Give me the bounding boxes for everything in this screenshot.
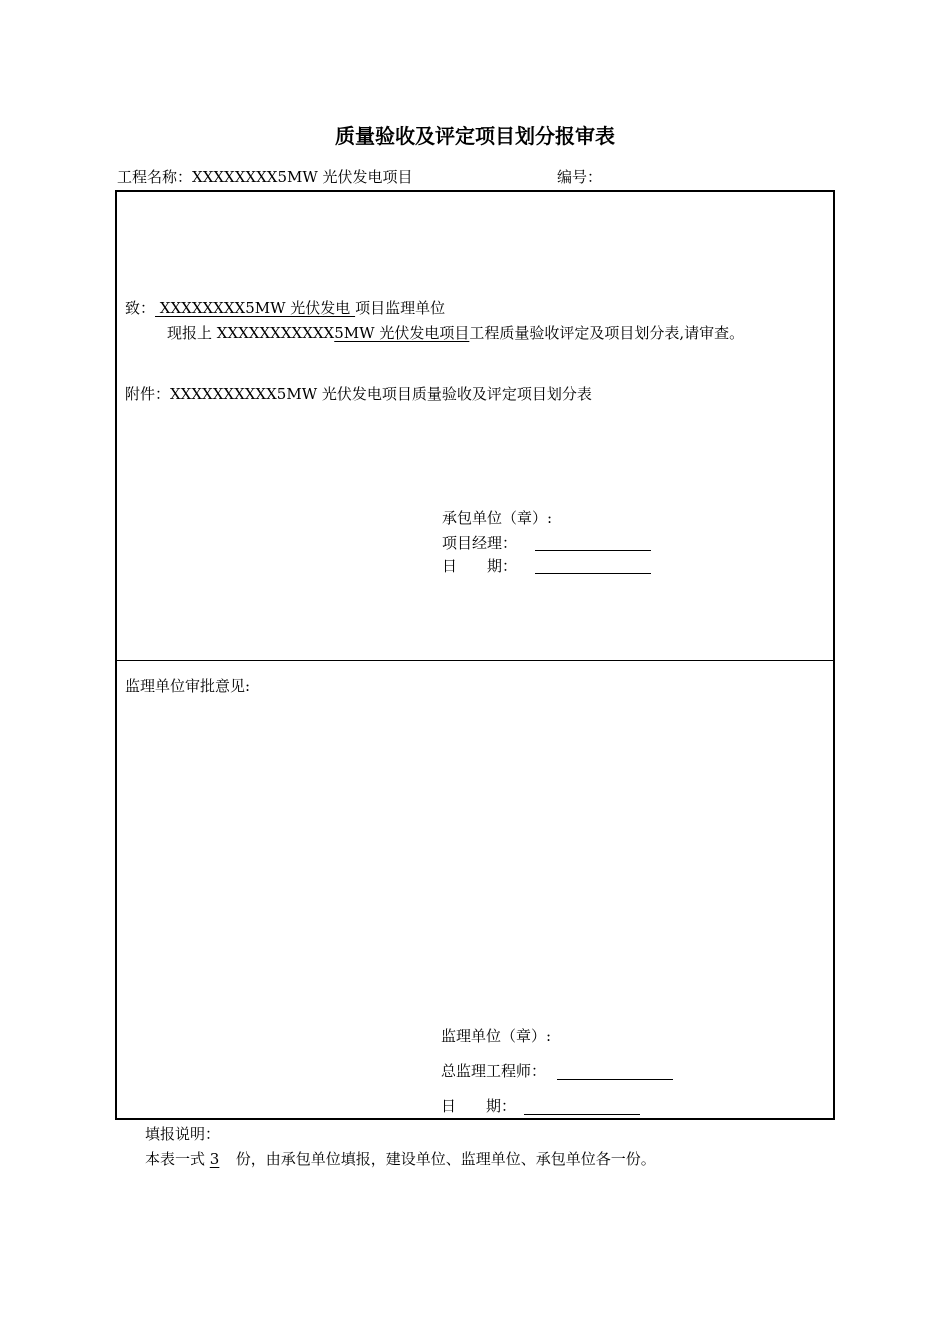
body-project: 5MW 光伏发电项目 <box>334 324 470 342</box>
project-label: 工程名称： <box>117 168 193 186</box>
approval-section <box>115 661 835 1120</box>
chief-engineer-label: 总监理工程师： <box>441 1062 547 1080</box>
body-prefix: 现报上 XXXXXXXXXXX <box>167 324 335 342</box>
supervisor-date-label: 日 期： <box>441 1097 517 1115</box>
fill-instructions-text <box>145 1152 656 1167</box>
addressee-row <box>125 301 445 316</box>
copies-count: 3 <box>209 1150 220 1168</box>
supervisor-opinion-label: 监理单位审批意见: <box>125 677 251 695</box>
contractor-date-label: 日 期： <box>442 557 518 575</box>
page-title: 质量验收及评定项目划分报审表 <box>335 124 615 148</box>
number-label: 编号： <box>557 168 603 186</box>
body-suffix: 工程质量验收评定及项目划分表,请审查。 <box>469 324 745 342</box>
chief-engineer-signature-line <box>557 1079 673 1080</box>
project-manager-signature-line <box>535 550 651 551</box>
project-name-row <box>117 170 413 185</box>
supervisor-seal-label: 监理单位（章）: <box>441 1027 552 1045</box>
note-suffix: 份，由承包单位填报，建设单位、监理单位、承包单位各一份。 <box>235 1150 656 1168</box>
body-text <box>167 326 744 341</box>
project-manager-label: 项目经理： <box>442 534 518 552</box>
attachment-text: 附件：XXXXXXXXXX5MW 光伏发电项目质量验收及评定项目划分表 <box>125 385 592 403</box>
contractor-date-line <box>535 573 651 574</box>
note-prefix: 本表一式 <box>145 1150 210 1168</box>
to-unit: XXXXXXXX5MW 光伏发电 <box>155 299 356 317</box>
fill-instructions-label: 填报说明： <box>145 1125 221 1143</box>
to-suffix: 项目监理单位 <box>355 299 446 317</box>
contractor-seal-label: 承包单位（章）: <box>442 509 553 527</box>
project-name: XXXXXXXX5MW 光伏发电项目 <box>192 168 413 186</box>
submission-section <box>115 190 835 661</box>
to-label: 致： <box>125 299 156 317</box>
supervisor-date-line <box>524 1114 640 1115</box>
